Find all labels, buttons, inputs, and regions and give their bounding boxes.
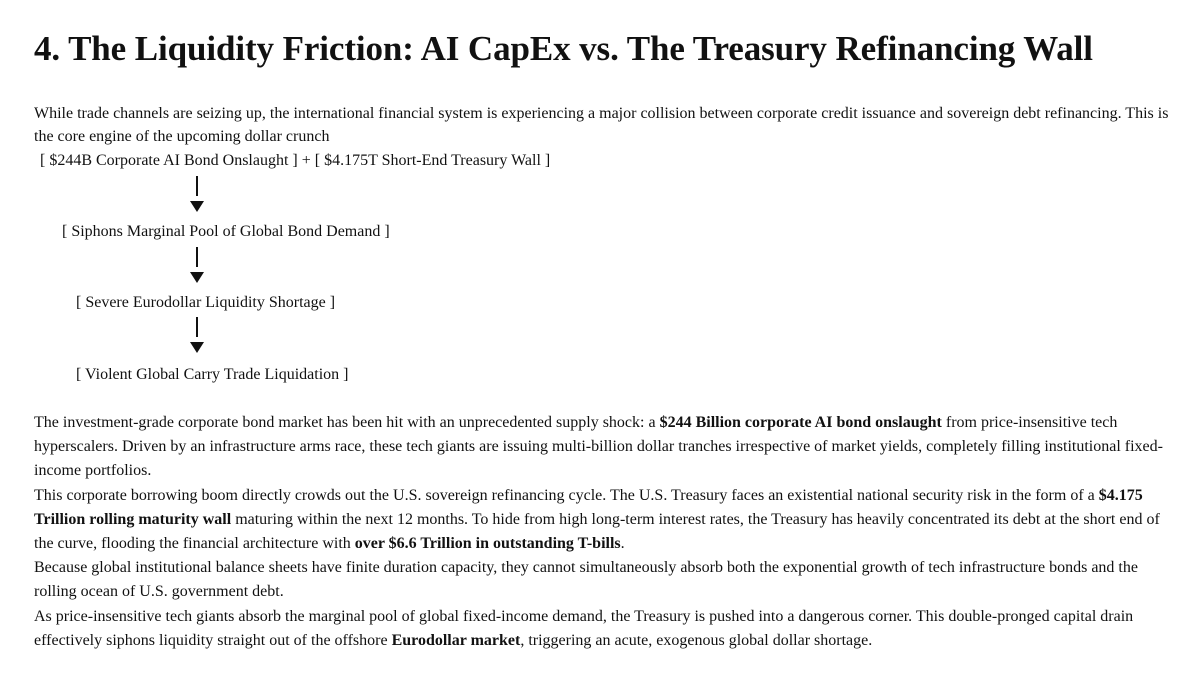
down-arrow-icon xyxy=(190,247,204,283)
emphasis-maturity-wall: $4.175 Trillion rolling maturity wall xyxy=(34,486,1143,528)
down-arrow-icon xyxy=(190,176,204,212)
body-text xyxy=(34,411,1174,653)
flow-step-shortage: [ Severe Eurodollar Liquidity Shortage ] xyxy=(76,294,336,311)
paragraph-bond-shock: The investment-grade corporate bond market has been hit with an unprecedented supply shock: a $244 Billion corporate AI bond onslaught from price-insensitive tech hyperscalers. Driven by an infrastructure arms race, these tech giants are issuing multi-billion dollar tranches irrespective of market yields, completely filling institutional fixed-income portfolios. xyxy=(34,414,1163,480)
emphasis-tbills: over $6.6 Trillion in outstanding T-bills xyxy=(354,535,621,553)
intro-paragraph: While trade channels are seizing up, the international financial system is experiencing a major collision between corporate credit issuance and sovereign debt refinancing. This is the core engine of the upcoming dollar crunch xyxy=(34,105,1169,145)
emphasis-bond-onslaught: $244 Billion corporate AI bond onslaught xyxy=(659,414,942,431)
flow-diagram xyxy=(34,0,1174,400)
flow-step-liquidation: [ Violent Global Carry Trade Liquidation ] xyxy=(76,366,349,383)
down-arrow-icon xyxy=(190,317,204,353)
emphasis-eurodollar-market: Eurodollar market xyxy=(391,631,521,649)
flow-step-inputs: [ $244B Corporate AI Bond Onslaught ] + [ $4.175T Short-End Treasury Wall ] xyxy=(40,152,551,169)
paragraph-treasury-wall: This corporate borrowing boom directly crowds out the U.S. sovereign refinancing cycle. The U.S. Treasury faces an existential national security risk in the form of a $4.175 Trillion rolling maturity wall maturing within the next 12 months. To hide from high long-term interest rates, the Treasury has heavily concentrated its debt at the short end of the curve, flooding the financial architecture with over $6.6 Trillion in outstanding T-bills. xyxy=(34,486,1160,553)
paragraph-eurodollar-drain: As price-insensitive tech giants absorb the marginal pool of global fixed-income demand, the Treasury is pushed into a dangerous corner. This double-pronged capital drain effectively siphons liquidity straight out of the offshore Eurodollar market, triggering an acute, exogenous global dollar shortage. xyxy=(34,607,1134,649)
flow-step-siphons: [ Siphons Marginal Pool of Global Bond Demand ] xyxy=(62,223,390,240)
paragraph-duration-capacity: Because global institutional balance sheets have finite duration capacity, they cannot simultaneously absorb both the exponential growth of tech infrastructure bonds and the rolling ocean of U.S. government debt. xyxy=(34,559,1138,601)
section-heading: 4. The Liquidity Friction: AI CapEx vs. The Treasury Refinancing Wall xyxy=(34,29,1093,68)
